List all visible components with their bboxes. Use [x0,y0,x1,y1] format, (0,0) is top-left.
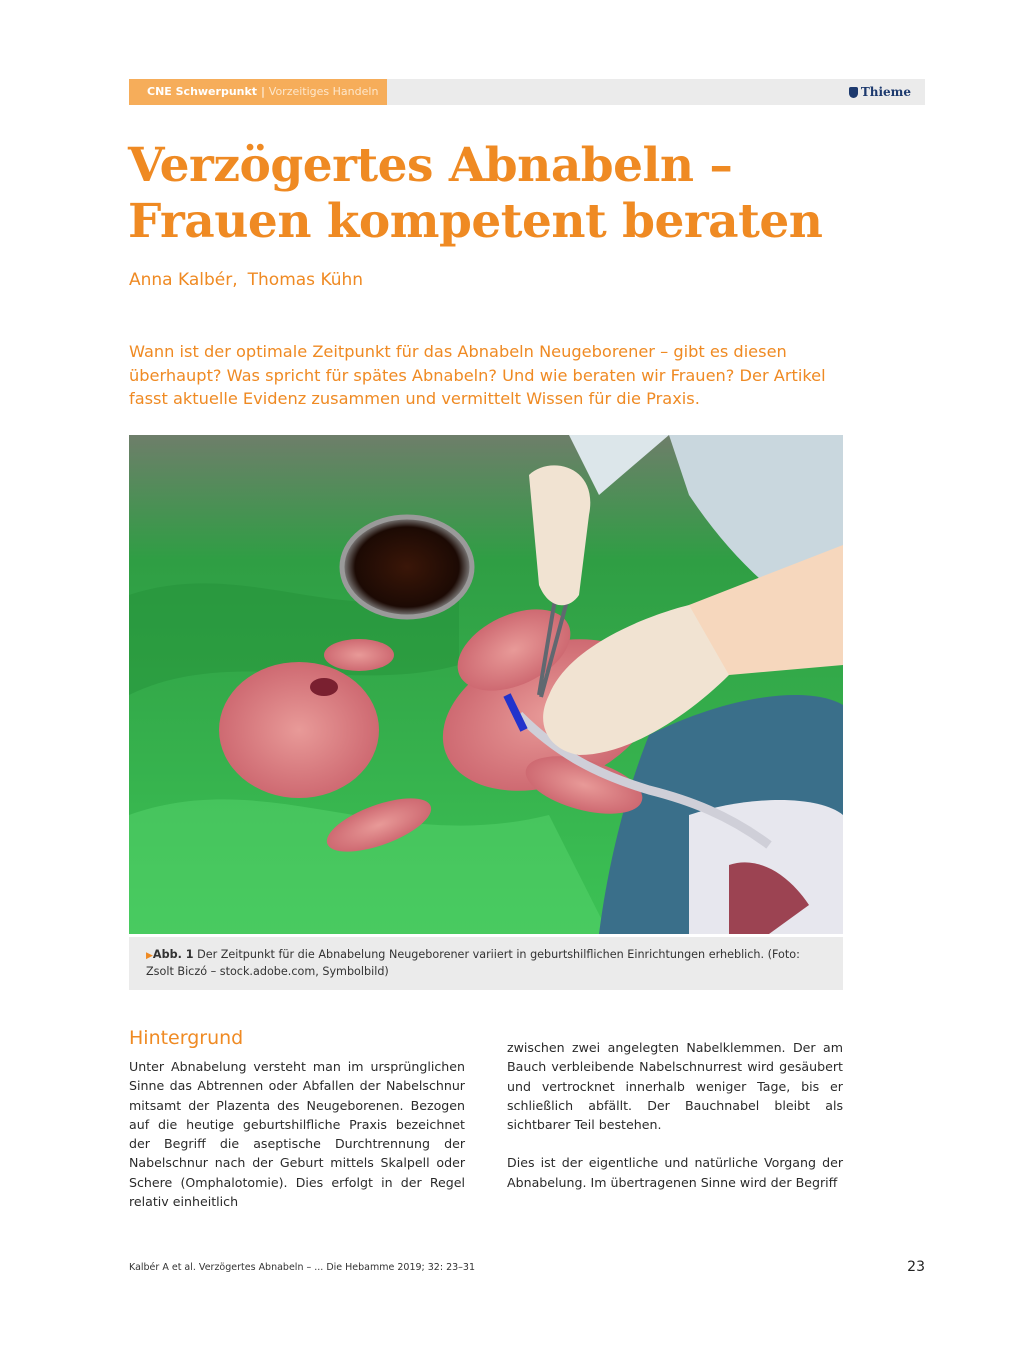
body-paragraph: zwischen zwei angelegten Nabelklemmen. Der am Bauch verbleibende Nabelschnurrest wird gesäubert und vertrocknet innerhalb weniger Tage, bis er schließlich abfällt. Der Bauchnabel bleibt als sichtbarer Teil bestehen. [507,1040,843,1133]
body-paragraph: Dies ist der eigentliche und natürliche Vorgang der Abnabelung. Im übertragenen Sinne wird der Begriff [507,1155,843,1190]
article-intro: Wann ist der optimale Zeitpunkt für das Abnabeln Neugeborener – gibt es diesen überhaupt? Was spricht für spätes Abnabeln? Und wie beraten wir Frauen? Der Artikel fasst aktuelle Evidenz zusammen und vermittelt Wissen für die Praxis. [129,342,826,409]
newborn-photo [129,435,843,934]
caption-text: Der Zeitpunkt für die Abnabelung Neugeborener variiert in geburtshilflichen Einrichtungen erheblich. (Foto: Zsolt Biczó – stock.adobe.com, Symbolbild) [146,948,800,978]
publisher-logo [849,79,911,105]
page-number: 23 [907,1259,925,1275]
publisher-name: Thieme [860,85,911,99]
section-heading: Hintergrund [129,1027,244,1049]
author-list [129,270,363,290]
baby-mouth [310,678,338,696]
baby-arm-right [324,639,394,671]
title-line-2: Frauen kompetent beraten [128,194,823,249]
topic-label: Vorzeitiges Handeln [268,85,379,98]
header-separator: | [261,85,265,98]
title-line-1: Verzögertes Abnabeln – [128,138,733,193]
section-label: CNE Schwerpunkt [147,85,258,98]
section-tag [129,79,387,105]
figure-caption [129,937,843,990]
caption-marker-icon: ▶ [146,951,153,961]
figure-label: Abb. 1 [152,948,194,961]
baby-head [219,662,379,798]
author-1: Anna Kalbér, [129,270,238,290]
thieme-crest-icon [849,87,858,98]
body-paragraph: Unter Abnabelung versteht man im ursprünglichen Sinne das Abtrennen oder Abfallen der Nabelschnur mitsamt der Plazenta des Neugeborenen. Bezogen auf die heutige geburtshilfliche Praxis bezeichnet der Begriff die aseptische Durchtrennung der Nabelschnur nach der Geburt mittels Skalpell oder Schere (Omphalotomie). Dies erfolgt in der Regel relativ einheitlich [129,1059,465,1210]
body-column-right [507,1038,843,1192]
body-column-left [129,1057,465,1211]
author-2: Thomas Kühn [247,270,364,290]
citation-footer: Kalbér A et al. Verzögertes Abnabeln – ... Die Hebamme 2019; 32: 23–31 [129,1262,476,1273]
article-title [128,138,928,250]
running-header [129,79,925,105]
photo-illustration [129,435,843,934]
